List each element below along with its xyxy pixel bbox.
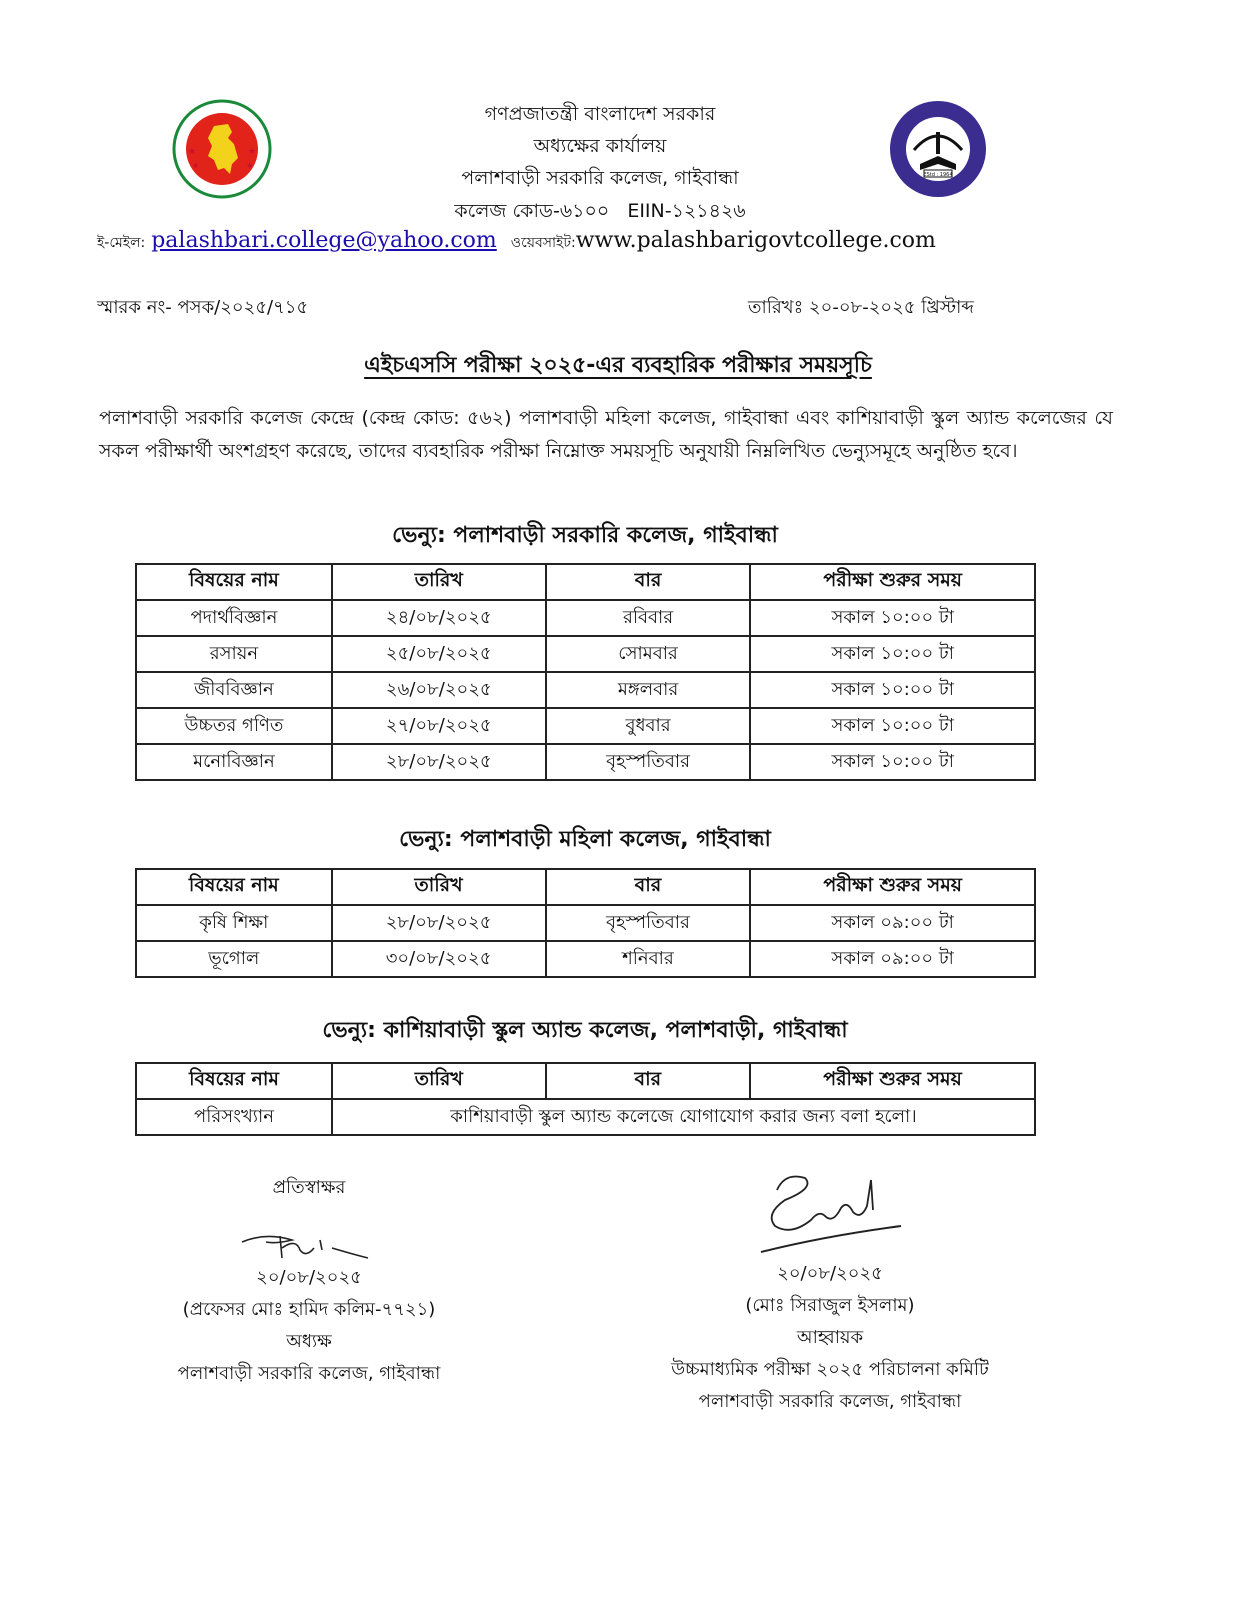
cell-date: ২৬/০৮/২০২৫ [332,672,546,708]
table-row [136,941,1035,977]
col-start-time: পরীক্ষা শুরুর সময় [750,564,1035,600]
memo-date: তারিখঃ ২০-০৮-২০২৫ খ্রিস্টাব্দ [748,297,974,318]
right-signatory-org: পলাশবাড়ী সরকারি কলেজ, গাইবান্ধা [698,1391,962,1412]
table-row [136,744,1035,780]
cell-time: সকাল ১০:০০ টা [750,672,1035,708]
contact-line [97,228,1147,255]
cell-time: সকাল ০৯:০০ টা [750,905,1035,941]
email-link[interactable]: palashbari.college@yahoo.com [151,228,497,253]
svg-text:EStd : 1964: EStd : 1964 [923,172,953,178]
table-row [136,1099,1035,1135]
website-label: ওয়েবসাইট: [510,235,576,251]
schedule-table-1 [135,563,1036,781]
college-code: কলেজ কোড-৬১০০ EIIN-১২১৪২৬ [454,200,746,222]
cell-subject: কৃষি শিক্ষা [136,905,332,941]
table-row [136,636,1035,672]
cell-day: বৃহস্পতিবার [546,905,751,941]
cell-date: ২৮/০৮/২০২৫ [332,744,546,780]
svg-text:★: ★ [248,147,257,157]
signature-right-icon [755,1170,905,1262]
right-signatory-committee: উচ্চমাধ্যমিক পরীক্ষা ২০২৫ পরিচালনা কমিটি [671,1359,989,1380]
schedule-table-2 [135,868,1036,978]
col-subject: বিষয়ের নাম [136,869,332,905]
cell-date: ৩০/০৮/২০২৫ [332,941,546,977]
left-signatory-name: (প্রফেসর মোঃ হামিদ কলিম-৭৭২১) [182,1299,436,1320]
cell-date: ২৪/০৮/২০২৫ [332,600,546,636]
svg-text:★: ★ [246,161,254,170]
table-header-row [136,564,1035,600]
cell-date: ২৭/০৮/২০২৫ [332,708,546,744]
cell-time: সকাল ০৯:০০ টা [750,941,1035,977]
svg-text:★: ★ [188,147,197,157]
right-signatory-name: (মোঃ সিরাজুল ইসলাম) [745,1295,915,1316]
govt-name: গণপ্রজাতন্ত্রী বাংলাদেশ সরকার [484,103,716,125]
cell-day: বৃহস্পতিবার [546,744,751,780]
left-signatory-org: পলাশবাড়ী সরকারি কলেজ, গাইবান্ধা [177,1363,441,1384]
cell-time: সকাল ১০:০০ টা [750,744,1035,780]
cell-date: ২৫/০৮/২০২৫ [332,636,546,672]
left-sign-date: ২০/০৮/২০২৫ [256,1267,362,1288]
col-start-time: পরীক্ষা শুরুর সময় [750,869,1035,905]
college-name: পলাশবাড়ী সরকারি কলেজ, গাইবান্ধা [461,167,739,189]
cell-subject: জীববিজ্ঞান [136,672,332,708]
table-header-row [136,1063,1035,1099]
cell-day: মঙ্গলবার [546,672,751,708]
cell-time: সকাল ১০:০০ টা [750,708,1035,744]
col-date: তারিখ [332,869,546,905]
table-row [136,905,1035,941]
col-day: বার [546,564,751,600]
cell-subject: রসায়ন [136,636,332,672]
venue-heading-2: ভেন্যু: পলাশবাড়ী মহিলা কলেজ, গাইবান্ধা [399,827,771,852]
cell-date: ২৮/০৮/২০২৫ [332,905,546,941]
cell-time: সকাল ১০:০০ টা [750,636,1035,672]
svg-text:★: ★ [192,161,200,170]
college-logo [884,98,992,200]
bangladesh-govt-seal-logo [168,98,276,200]
website-link[interactable]: www.palashbarigovtcollege.com [575,228,936,253]
table-row [136,672,1035,708]
col-subject: বিষয়ের নাম [136,1063,332,1099]
cell-day: সোমবার [546,636,751,672]
document-title [200,348,1036,385]
cell-subject: উচ্চতর গণিত [136,708,332,744]
cell-time: সকাল ১০:০০ টা [750,600,1035,636]
col-day: বার [546,869,751,905]
cell-day: শনিবার [546,941,751,977]
right-sign-date: ২০/০৮/২০২৫ [777,1263,883,1284]
document-title-text: এইচএসসি পরীক্ষা ২০২৫-এর ব্যবহারিক পরীক্ষার সময়সূচি [364,353,872,378]
cell-subject: ভূগোল [136,941,332,977]
cell-subject: মনোবিজ্ঞান [136,744,332,780]
left-signatory-designation: অধ্যক্ষ [286,1331,332,1352]
table-row [136,708,1035,744]
cell-note: কাশিয়াবাড়ী স্কুল অ্যান্ড কলেজে যোগাযোগ করার জন্য বলা হলো। [332,1099,1035,1135]
cell-day: রবিবার [546,600,751,636]
col-subject: বিষয়ের নাম [136,564,332,600]
right-signatory-designation: আহ্বায়ক [796,1327,864,1348]
memo-number: স্মারক নং- পসক/২০২৫/৭১৫ [97,297,309,318]
col-date: তারিখ [332,1063,546,1099]
cell-day: বুধবার [546,708,751,744]
table-header-row [136,869,1035,905]
col-start-time: পরীক্ষা শুরুর সময় [750,1063,1035,1099]
countersign-caption: প্রতিস্বাক্ষর [272,1177,346,1198]
schedule-table-3 [135,1062,1036,1136]
email-label: ই-মেইল: [97,235,146,251]
cell-subject: পদার্থবিজ্ঞান [136,600,332,636]
venue-heading-1: ভেন্যু: পলাশবাড়ী সরকারি কলেজ, গাইবান্ধা [392,523,778,548]
intro-paragraph: পলাশবাড়ী সরকারি কলেজ কেন্দ্রে (কেন্দ্র কোড: ৫৬২) পলাশবাড়ী মহিলা কলেজ, গাইবান্ধা এবং কাশিয়াবাড়ী স্কুল অ্যান্ড কলেজের যে সকল পরীক্ষার্থী অংশগ্রহণ করেছে, তাদের ব্যবহারিক পরীক্ষা নিম্নোক্ত সময়সূচি অনুযায়ী নিম্নলিখিত ভেন্যুসমূহে অনুষ্ঠিত হবে। [99,407,1113,462]
cell-subject: পরিসংখ্যান [136,1099,332,1135]
venue-heading-3: ভেন্যু: কাশিয়াবাড়ী স্কুল অ্যান্ড কলেজ, পলাশবাড়ী, গাইবান্ধা [322,1018,848,1043]
col-day: বার [546,1063,750,1099]
col-date: তারিখ [332,564,546,600]
table-row [136,600,1035,636]
office-name: অধ্যক্ষের কার্যালয় [533,135,667,157]
